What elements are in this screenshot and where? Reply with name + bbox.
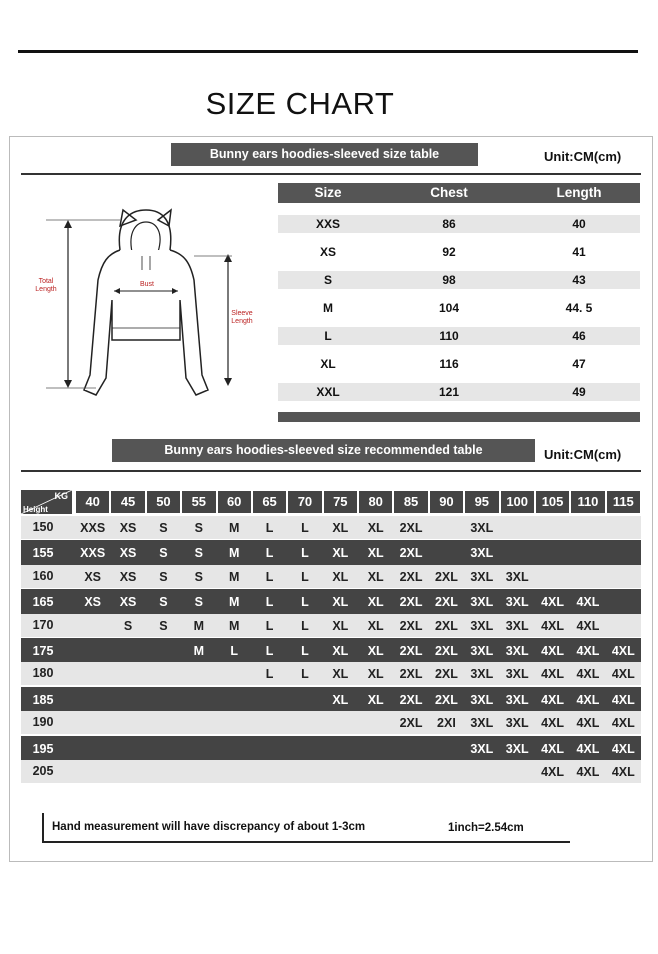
size-cell: S xyxy=(194,546,203,561)
sleeve-length-label: Sleeve Length xyxy=(231,310,253,325)
length-cell: 43 xyxy=(572,273,586,287)
page-title: SIZE CHART xyxy=(205,86,395,121)
size-table-row xyxy=(278,327,640,345)
length-col-header: Length xyxy=(556,185,602,200)
size-cell: M xyxy=(323,301,333,315)
size-cell: 2XL xyxy=(399,716,423,731)
size-cell: XL xyxy=(332,667,349,682)
chest-cell: 98 xyxy=(442,273,456,287)
size-table-footer xyxy=(278,412,640,422)
size-cell: XL xyxy=(367,595,384,610)
size-cell: 2XL xyxy=(399,569,423,584)
size-cell: 3XL xyxy=(470,521,494,535)
size-cell: XS xyxy=(119,569,137,584)
size-cell: 3XL xyxy=(505,741,529,756)
size-cell: XS xyxy=(119,595,137,610)
size-cell: S xyxy=(159,546,168,561)
table-corner xyxy=(21,490,72,514)
size-cell: M xyxy=(193,644,205,658)
size-cell: L xyxy=(265,595,274,610)
kg-header-cell: 105 xyxy=(536,491,569,513)
chest-cell: 121 xyxy=(438,385,460,399)
hoodie-diagram xyxy=(28,200,268,405)
size-cell: 3XL xyxy=(470,741,494,756)
size-cell: 4XL xyxy=(541,644,565,658)
height-cell: 155 xyxy=(32,546,54,561)
size-cell: L xyxy=(265,521,274,535)
recommended-row xyxy=(21,711,641,734)
size-cell: L xyxy=(301,644,309,658)
size-cell: XS xyxy=(319,245,337,259)
chest-cell: 116 xyxy=(439,357,459,371)
size-cell: 4XL xyxy=(576,716,600,731)
chest-cell: 104 xyxy=(438,301,460,315)
size-table-banner: Bunny ears hoodies-sleeved size table xyxy=(171,143,478,166)
size-cell: 3XL xyxy=(470,618,494,633)
length-cell: 49 xyxy=(572,385,586,399)
kg-header-cell: 75 xyxy=(324,491,357,513)
size-cell: S xyxy=(159,569,168,584)
recommended-row xyxy=(21,638,641,664)
note-left-rule xyxy=(42,813,44,843)
size-cell: XXS xyxy=(80,546,106,561)
size-cell: S xyxy=(194,595,203,610)
size-cell: L xyxy=(265,644,274,658)
recommended-row xyxy=(21,662,641,685)
height-cell: 150 xyxy=(32,520,54,534)
size-cell: 4XL xyxy=(541,595,565,610)
size-cell: XL xyxy=(332,521,349,535)
size-cell: 2XL xyxy=(434,692,458,707)
size-cell: 2XL xyxy=(399,667,423,682)
size-cell: 3XL xyxy=(470,716,494,731)
kg-header-cell: 60 xyxy=(218,491,251,513)
recommended-row xyxy=(21,540,641,566)
size-cell: M xyxy=(228,618,240,633)
size-cell: 4XL xyxy=(576,595,600,610)
size-cell: XS xyxy=(119,546,137,561)
size-cell: 4XL xyxy=(541,765,565,779)
kg-header-cell: 40 xyxy=(76,491,109,513)
size-cell: 4XL xyxy=(541,692,565,707)
recommended-row xyxy=(21,589,641,615)
size-cell: XS xyxy=(119,521,137,535)
kg-header-cell: 70 xyxy=(288,491,321,513)
recommended-row xyxy=(21,614,641,637)
kg-header-cell: 115 xyxy=(607,491,640,513)
size-cell: M xyxy=(228,595,240,610)
kg-header-cell: 95 xyxy=(465,491,498,513)
size-cell: S xyxy=(323,273,333,287)
length-cell: 41 xyxy=(572,245,586,259)
size-cell: L xyxy=(324,329,332,343)
height-cell: 170 xyxy=(32,617,54,632)
size-cell: 4XL xyxy=(576,692,600,707)
size-cell: L xyxy=(301,569,309,584)
size-cell: 4XL xyxy=(576,667,600,682)
size-cell: 2XL xyxy=(399,546,423,561)
size-cell: 4XL xyxy=(611,765,635,779)
size-cell: XL xyxy=(320,357,336,371)
size-cell: 3XL xyxy=(470,595,494,610)
kg-header-cell: 90 xyxy=(430,491,463,513)
size-cell: XL xyxy=(332,692,349,707)
size-table-row xyxy=(278,271,640,289)
size-table-row xyxy=(278,299,640,317)
size-cell: 3XL xyxy=(470,667,494,682)
size-cell: 3XL xyxy=(505,692,529,707)
size-cell: XS xyxy=(84,569,102,584)
length-cell: 40 xyxy=(572,217,586,231)
size-cell: L xyxy=(301,546,309,561)
note-bottom-rule xyxy=(42,841,570,843)
size-cell: 4XL xyxy=(576,644,600,658)
size-cell: S xyxy=(159,521,168,535)
corner-height: Height xyxy=(23,505,48,514)
size-cell: 4XL xyxy=(541,618,565,633)
size-cell: L xyxy=(265,618,274,633)
kg-header-cell: 55 xyxy=(182,491,215,513)
size-cell: 2XL xyxy=(399,644,423,658)
size-table-unit: Unit:CM(cm) xyxy=(544,149,622,164)
corner-kg: KG xyxy=(54,491,68,501)
size-cell: XL xyxy=(332,569,349,584)
size-cell: 4XL xyxy=(541,667,565,682)
size-cell: XL xyxy=(332,644,349,658)
size-cell: 3XL xyxy=(470,692,494,707)
discrepancy-note: Hand measurement will have discrepancy of about 1-3cm xyxy=(52,821,366,833)
size-cell: M xyxy=(228,521,240,535)
size-cell: S xyxy=(123,618,133,633)
recommended-row xyxy=(21,687,641,713)
size-cell: XL xyxy=(367,618,384,633)
size-cell: L xyxy=(230,644,239,658)
size-cell: S xyxy=(194,521,203,535)
size-cell: M xyxy=(193,618,205,633)
chest-cell: 92 xyxy=(442,245,456,259)
size-cell: XL xyxy=(367,667,384,682)
size-cell: 3XL xyxy=(505,595,529,610)
size-cell: L xyxy=(301,595,309,610)
size-cell: XXL xyxy=(316,385,340,399)
size-cell: 2XL xyxy=(399,595,423,610)
height-cell: 165 xyxy=(32,595,54,610)
chest-cell: 110 xyxy=(439,329,459,343)
size-cell: 4XL xyxy=(541,741,565,756)
height-cell: 190 xyxy=(32,715,54,730)
size-cell: XL xyxy=(332,546,349,561)
size-cell: 4XL xyxy=(576,741,600,756)
size-table-row xyxy=(278,383,640,401)
size-cell: 4XL xyxy=(541,716,565,731)
size-table-rule xyxy=(21,173,641,175)
size-cell: L xyxy=(265,569,274,584)
kg-header-cell: 100 xyxy=(501,491,534,513)
recommended-row xyxy=(21,565,641,588)
kg-header-cell: 80 xyxy=(359,491,392,513)
recommended-row xyxy=(21,516,641,539)
height-cell: 195 xyxy=(32,741,54,756)
conversion-note: 1inch=2.54cm xyxy=(448,822,524,834)
size-cell: XL xyxy=(367,521,384,535)
size-cell: S xyxy=(159,618,168,633)
length-cell: 44. 5 xyxy=(565,301,593,315)
kg-header-cell: 110 xyxy=(571,491,604,513)
size-cell: L xyxy=(265,667,274,682)
height-cell: 160 xyxy=(32,568,54,583)
size-cell: 4XL xyxy=(611,741,635,756)
size-cell: 4XL xyxy=(576,765,600,779)
size-cell: 4XL xyxy=(576,618,600,633)
size-cell: 2XL xyxy=(434,595,458,610)
size-col-header: Size xyxy=(314,185,342,200)
size-cell: 3XL xyxy=(505,644,529,658)
size-cell: 2XL xyxy=(434,569,458,584)
size-cell: XXS xyxy=(315,217,341,231)
size-cell: 2XL xyxy=(399,521,423,535)
size-cell: XL xyxy=(332,595,349,610)
size-cell: XL xyxy=(367,569,384,584)
recommended-row xyxy=(21,736,641,762)
size-cell: 2XL xyxy=(399,618,423,633)
size-cell: L xyxy=(265,546,274,561)
recommended-row xyxy=(21,760,641,783)
size-cell: 3XL xyxy=(505,618,529,633)
size-cell: 4XL xyxy=(611,667,635,682)
length-cell: 46 xyxy=(572,329,586,343)
size-table-row xyxy=(278,243,640,261)
size-cell: 2XL xyxy=(434,618,458,633)
size-cell: 2XL xyxy=(434,644,458,658)
size-cell: 2XI xyxy=(437,716,456,731)
size-cell: XXS xyxy=(80,521,106,535)
size-table-header xyxy=(278,183,640,203)
height-cell: 180 xyxy=(32,666,54,681)
recommended-table-banner: Bunny ears hoodies-sleeved size recommended table xyxy=(112,439,535,462)
size-cell: M xyxy=(228,569,240,584)
recommended-table-unit: Unit:CM(cm) xyxy=(544,447,622,462)
size-cell: 2XL xyxy=(399,692,423,707)
size-cell: 3XL xyxy=(470,546,494,561)
kg-header-cell: 45 xyxy=(111,491,144,513)
kg-header-cell: 50 xyxy=(147,491,180,513)
size-cell: 3XL xyxy=(470,644,494,658)
size-cell: S xyxy=(194,569,203,584)
size-table-row xyxy=(278,215,640,233)
height-cell: 185 xyxy=(32,692,54,707)
size-cell: M xyxy=(228,546,240,561)
total-length-label: Total Length xyxy=(35,278,57,293)
height-cell: 205 xyxy=(32,764,54,778)
size-cell: 3XL xyxy=(470,569,494,584)
height-cell: 175 xyxy=(32,644,54,658)
size-cell: 3XL xyxy=(505,716,529,731)
bust-label: Bust xyxy=(139,281,154,288)
chest-cell: 86 xyxy=(442,217,456,231)
size-cell: S xyxy=(159,595,168,610)
size-cell: XL xyxy=(367,692,384,707)
size-cell: XS xyxy=(84,595,102,610)
size-cell: 4XL xyxy=(611,692,635,707)
size-cell: L xyxy=(301,521,309,535)
size-cell: 3XL xyxy=(505,667,529,682)
size-cell: XL xyxy=(367,644,384,658)
top-rule xyxy=(18,50,638,53)
size-table-row xyxy=(278,355,640,373)
size-cell: 3XL xyxy=(505,569,529,584)
kg-header-cell: 85 xyxy=(394,491,427,513)
size-cell: XL xyxy=(332,618,349,633)
length-cell: 47 xyxy=(572,357,586,371)
size-cell: 4XL xyxy=(611,644,635,658)
chest-col-header: Chest xyxy=(430,185,468,200)
size-cell: L xyxy=(301,618,309,633)
size-cell: L xyxy=(301,667,309,682)
size-cell: XL xyxy=(367,546,384,561)
kg-header-cell: 65 xyxy=(253,491,286,513)
size-cell: 4XL xyxy=(611,716,635,731)
recommended-table-rule xyxy=(21,470,641,472)
size-cell: 2XL xyxy=(434,667,458,682)
